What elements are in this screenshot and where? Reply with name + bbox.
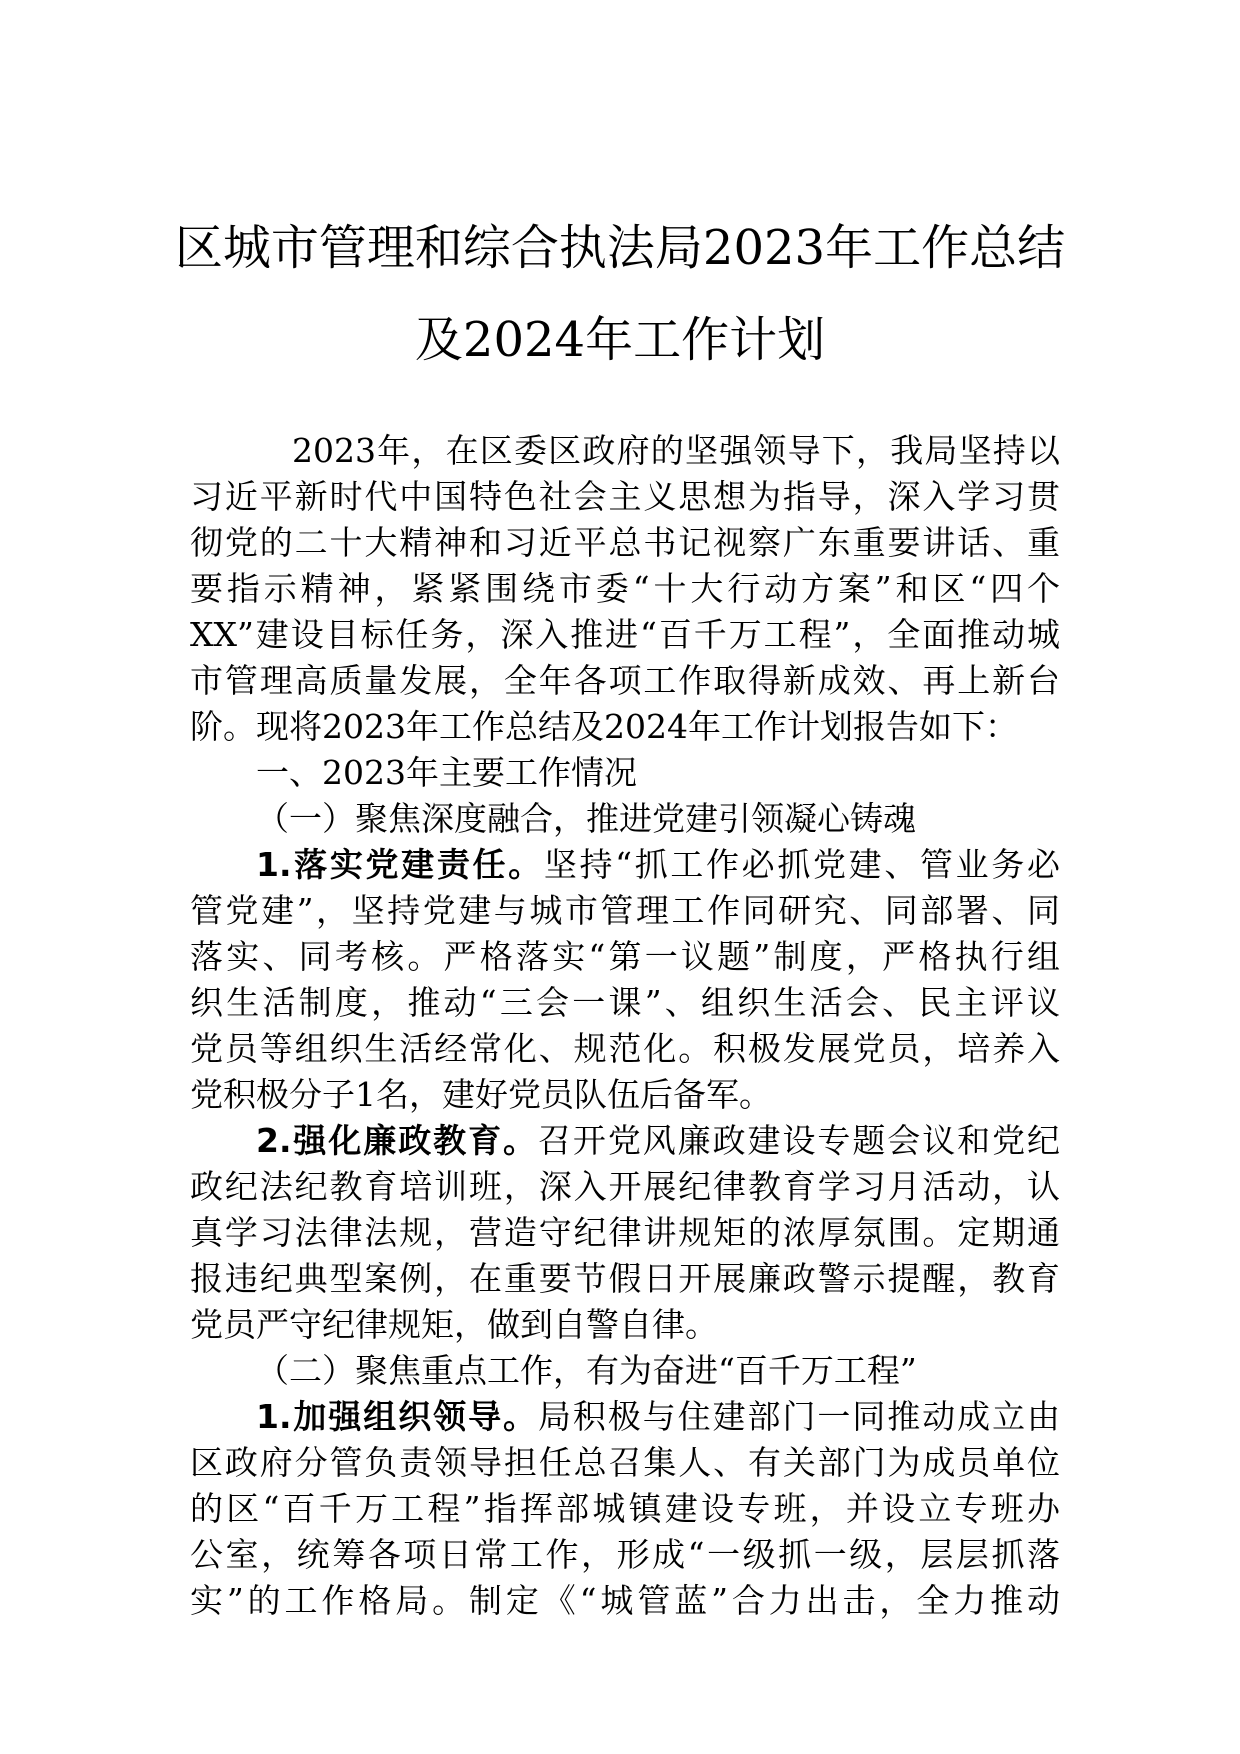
line-text: 党积极分子1名，建好党员队伍后备军。 <box>190 1075 772 1114</box>
text-line <box>190 1256 1060 1302</box>
line-text: （二）聚焦重点工作，有为奋进“百千万工程” <box>256 1351 917 1390</box>
line-text: 彻党的二十大精神和习近平总书记视察广东重要讲话、重 <box>190 523 1060 562</box>
line-text: 党员等组织生活经常化、规范化。积极发展党员，培养入 <box>190 1029 1060 1068</box>
text-line <box>190 1164 1060 1210</box>
text-line <box>190 612 1060 658</box>
line-text: 习近平新时代中国特色社会主义思想为指导，深入学习贯 <box>190 477 1060 516</box>
line-text: 真学习法律法规，营造守纪律讲规矩的浓厚氛围。定期通 <box>190 1213 1060 1252</box>
line-text: 阶。现将2023年工作总结及2024年工作计划报告如下： <box>190 707 1018 746</box>
line-text: 公室，统筹各项日常工作，形成“一级抓一级，层层抓落 <box>190 1535 1060 1574</box>
bold-heading: 1.加强组织领导。 <box>256 1397 538 1436</box>
text-line <box>190 1486 1060 1532</box>
line-text: 管党建”，坚持党建与城市管理工作同研究、同部署、同 <box>190 891 1060 930</box>
line-text: 报违纪典型案例，在重要节假日开展廉政警示提醒，教育 <box>190 1259 1060 1298</box>
text-line <box>190 428 1060 474</box>
bold-heading: 1.落实党建责任。 <box>256 845 544 884</box>
document-body <box>190 428 1060 1624</box>
bold-heading: 2.强化廉政教育。 <box>256 1121 538 1160</box>
text-line <box>190 1578 1060 1624</box>
document-title-line-1: 区城市管理和综合执法局2023年工作总结 <box>174 220 1066 276</box>
text-line <box>190 1302 1060 1348</box>
line-text: 区政府分管负责领导担任总召集人、有关部门为成员单位 <box>190 1443 1060 1482</box>
line-text: 一、2023年主要工作情况 <box>256 753 637 792</box>
line-text: 实”的工作格局。制定《“城管蓝”合力出击，全力推动 <box>190 1581 1060 1620</box>
text-line <box>190 796 1060 842</box>
text-line <box>190 474 1060 520</box>
text-line <box>190 1394 1060 1440</box>
text-line <box>190 980 1060 1026</box>
line-text: 的区“百千万工程”指挥部城镇建设专班，并设立专班办 <box>190 1489 1060 1528</box>
text-line <box>190 566 1060 612</box>
text-line <box>190 1348 1060 1394</box>
text-line <box>190 658 1060 704</box>
text-line <box>190 888 1060 934</box>
text-line <box>190 1072 1060 1118</box>
line-text: （一）聚焦深度融合，推进党建引领凝心铸魂 <box>256 799 916 838</box>
line-text: 政纪法纪教育培训班，深入开展纪律教育学习月活动，认 <box>190 1167 1060 1206</box>
text-line <box>190 1026 1060 1072</box>
text-line <box>190 704 1060 750</box>
text-line <box>190 1532 1060 1578</box>
text-line <box>190 934 1060 980</box>
text-line <box>190 1210 1060 1256</box>
line-text: 召开党风廉政建设专题会议和党纪 <box>537 1121 1060 1160</box>
line-text: 要指示精神，紧紧围绕市委“十大行动方案”和区“四个 <box>190 569 1060 608</box>
line-text: XX”建设目标任务，深入推进“百千万工程”，全面推动城 <box>190 615 1060 654</box>
text-line <box>190 1440 1060 1486</box>
text-line <box>190 1118 1060 1164</box>
line-text: 落实、同考核。严格落实“第一议题”制度，严格执行组 <box>190 937 1060 976</box>
text-line <box>190 520 1060 566</box>
line-text: 局积极与住建部门一同推动成立由 <box>537 1397 1060 1436</box>
line-text: 市管理高质量发展，全年各项工作取得新成效、再上新台 <box>190 661 1060 700</box>
text-line <box>190 750 1060 796</box>
line-text: 党员严守纪律规矩，做到自警自律。 <box>190 1305 718 1344</box>
document-title-line-2: 及2024年工作计划 <box>414 312 826 368</box>
line-text: 坚持“抓工作必抓党建、管业务必 <box>543 845 1060 884</box>
line-text: 2023年，在区委区政府的坚强领导下，我局坚持以 <box>292 431 1060 470</box>
text-line <box>190 842 1060 888</box>
line-text: 织生活制度，推动“三会一课”、组织生活会、民主评议 <box>190 983 1060 1022</box>
